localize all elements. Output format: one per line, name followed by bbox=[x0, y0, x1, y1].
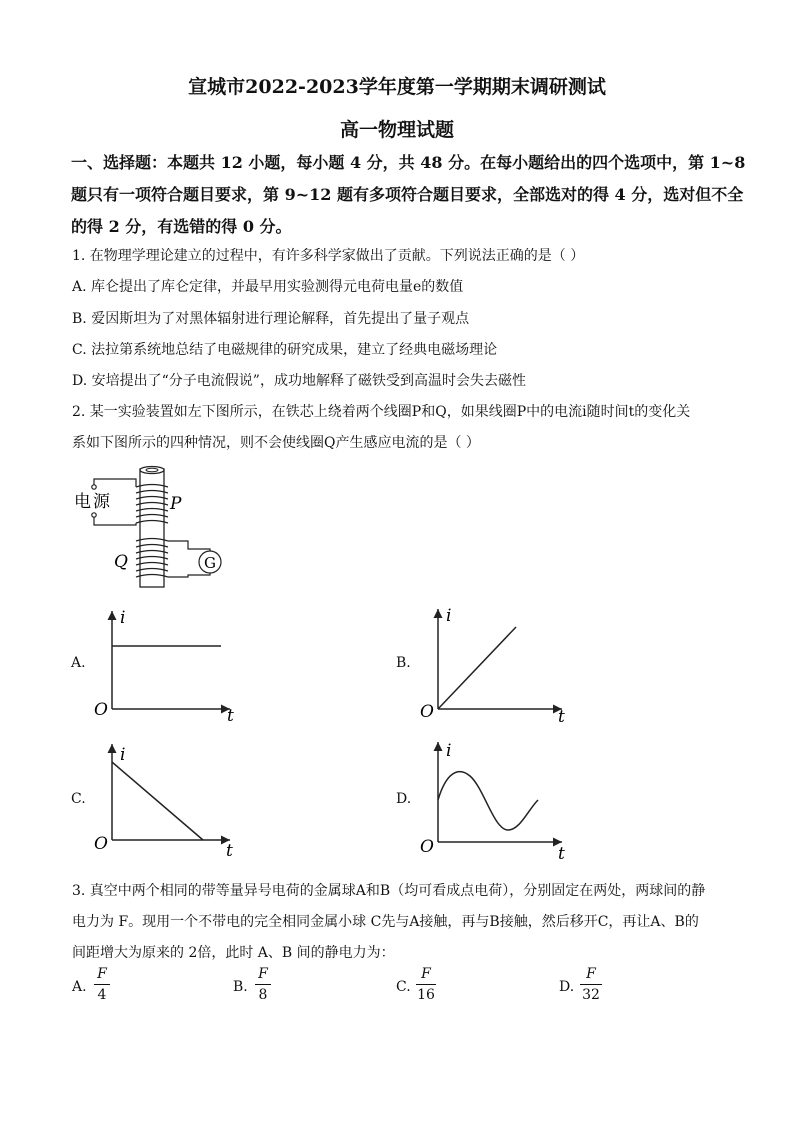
coil-q-label: Q bbox=[114, 552, 128, 572]
graph-c bbox=[90, 740, 250, 860]
q3-option-b-label: B. bbox=[233, 979, 248, 995]
galvanometer-label: G bbox=[204, 554, 216, 572]
q3-option-b-denominator: 8 bbox=[258, 987, 268, 1003]
coil-q-windings bbox=[136, 539, 168, 578]
graph-d-origin: O bbox=[420, 837, 434, 857]
q1-option-d: D. 安培提出了“分子电流假说”，成功地解释了磁铁受到高温时会失去磁性 bbox=[72, 373, 526, 389]
q1-option-c: C. 法拉第系统地总结了电磁规律的研究成果，建立了经典电磁场理论 bbox=[72, 342, 498, 358]
q3-option-c-denominator: 16 bbox=[417, 987, 435, 1003]
q3-option-a-fraction bbox=[94, 966, 110, 1003]
graph-c-option-label: C. bbox=[71, 791, 86, 807]
fraction-bar bbox=[255, 984, 271, 985]
graph-c-y-label: i bbox=[120, 745, 126, 765]
source-label-1: 电 bbox=[74, 492, 91, 512]
q3-option-a-label: A. bbox=[72, 979, 87, 995]
q3-option-d-label: D. bbox=[559, 979, 575, 995]
graph-b-curve bbox=[438, 627, 516, 709]
q3-option-a-numerator: F bbox=[97, 966, 107, 982]
graph-a-origin: O bbox=[94, 700, 108, 720]
q3-option-c-fraction bbox=[416, 966, 436, 1003]
graph-b-origin: O bbox=[420, 702, 434, 722]
graph-c-x-label: t bbox=[226, 841, 233, 861]
graph-b-option-label: B. bbox=[396, 655, 411, 671]
graph-b-x-label: t bbox=[558, 707, 565, 727]
graph-b bbox=[416, 603, 576, 725]
graph-a bbox=[90, 605, 250, 725]
graph-b-y-label: i bbox=[446, 606, 452, 626]
q3-stem-line-1: 3. 真空中两个相同的带等量异号电荷的金属球A和B（均可看成点电荷），分别固定在两处，两球间的静 bbox=[72, 883, 706, 899]
q1-option-b: B. 爱因斯坦为了对黑体辐射进行理论解释，首先提出了量子观点 bbox=[72, 311, 470, 327]
section-instruction-line-3: 的得 2 分，有选错的得 0 分。 bbox=[71, 217, 292, 236]
fraction-bar bbox=[416, 984, 436, 985]
graph-a-y-label: i bbox=[120, 608, 126, 628]
exam-title: 宣城市2022-2023学年度第一学期期末调研测试 bbox=[188, 76, 606, 98]
graph-d-x-label: t bbox=[558, 844, 565, 864]
coil-p-label: P bbox=[170, 494, 182, 514]
graph-d-y-label: i bbox=[446, 741, 452, 761]
source-label-2: 源 bbox=[93, 492, 110, 512]
section-instruction-line-2: 题只有一项符合题目要求，第 9~12 题有多项符合题目要求，全部选对的得 4 分，选对但不全 bbox=[71, 185, 744, 204]
q3-option-d-denominator: 32 bbox=[582, 987, 600, 1003]
fraction-bar bbox=[580, 984, 602, 985]
q3-option-d-fraction bbox=[580, 966, 602, 1003]
graph-a-option-label: A. bbox=[71, 655, 86, 671]
section-instruction-line-1: 一、选择题：本题共 12 小题，每小题 4 分，共 48 分。在每小题给出的四个选项中，第 1~8 bbox=[71, 153, 746, 172]
graph-c-origin: O bbox=[94, 834, 108, 854]
graph-a-x-label: t bbox=[227, 706, 234, 726]
q2-stem-line-2: 系如下图所示的四种情况，则不会使线圈Q产生感应电流的是（ ） bbox=[72, 435, 480, 451]
graph-d-option-label: D. bbox=[396, 791, 412, 807]
q1-option-a: A. 库仑提出了库仑定律，并最早用实验测得元电荷电量e的数值 bbox=[72, 279, 464, 295]
q3-option-d-numerator: F bbox=[586, 966, 596, 982]
q3-option-b-numerator: F bbox=[258, 966, 268, 982]
q3-option-c-label: C. bbox=[396, 979, 411, 995]
graph-d-curve bbox=[438, 772, 538, 830]
graph-c-curve bbox=[112, 762, 203, 840]
q3-option-c-numerator: F bbox=[421, 966, 431, 982]
q3-option-a-denominator: 4 bbox=[97, 987, 107, 1003]
q2-stem-line-1: 2. 某一实验装置如左下图所示，在铁芯上绕着两个线圈P和Q，如果线圈P中的电流i随时间t的变化关 bbox=[72, 404, 691, 420]
graph-d bbox=[416, 738, 576, 862]
coil-apparatus-diagram bbox=[70, 465, 230, 595]
coil-p-windings bbox=[136, 485, 168, 524]
q3-stem-line-3: 间距增大为原来的 2倍，此时 A、B 间的静电力为： bbox=[72, 945, 395, 961]
exam-subtitle: 高一物理试题 bbox=[339, 119, 454, 141]
q3-stem-line-2: 电力为 F。现用一个不带电的完全相同金属小球 C先与A接触，再与B接触，然后移开C，再让A、B的 bbox=[72, 914, 699, 930]
q3-option-b-fraction bbox=[255, 966, 271, 1003]
fraction-bar bbox=[94, 984, 110, 985]
q1-stem: 1. 在物理学理论建立的过程中，有许多科学家做出了贡献。下列说法正确的是（ ） bbox=[72, 248, 585, 264]
